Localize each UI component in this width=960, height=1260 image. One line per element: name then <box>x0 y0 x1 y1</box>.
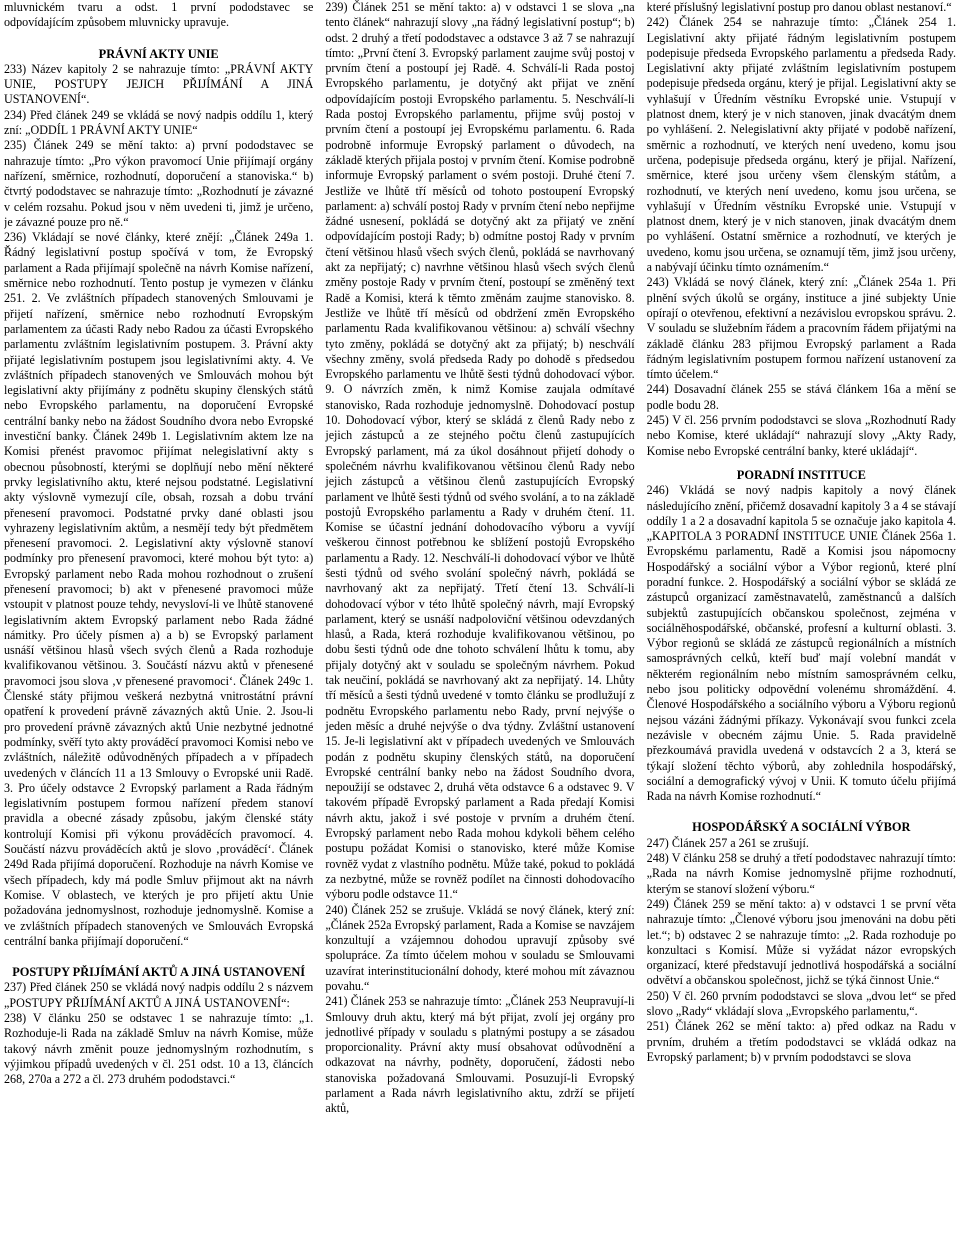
section-heading: PORADNÍ INSTITUCE <box>736 467 866 482</box>
text-column-right <box>647 0 956 1260</box>
paragraph: 245) V čl. 256 prvním pododstavci se slova „Rozhodnutí Rady nebo Komise, které ukládají“ nahrazují slovy „Akty Rady, Komise nebo Evropské centrální banky, které ukládají“. <box>646 413 956 458</box>
block-spacer <box>647 459 956 468</box>
paragraph: 248) V článku 258 se druhý a třetí pododstavec nahrazují tímto: „Rada na návrh Komise jednomyslně přijme rozhodnutí, kterým se stanoví složení výboru.“ <box>646 851 956 896</box>
paragraph: mluvnickém tvaru a odst. 1 první pododstavec se odpovídajícím způsobem mluvnicky upravuje. <box>4 0 314 30</box>
paragraph: 241) Článek 253 se nahrazuje tímto: „Článek 253 Neupravují-li Smlouvy druh aktu, který má být přijat, zvolí jej orgány pro jednotlivé případy v souladu s platnými postupy a se zásadou proporcionality. Právní akty musí obsahovat odůvodnění a odkazovat na návrhy, podněty, doporučení, žádosti nebo stanoviska požadovaná Smlouvami. Posuzují-li Evropský parlament a Rada návrh legislativního aktu, zdrží se přijetí aktů, <box>325 994 635 1116</box>
paragraph: 237) Před článek 250 se vkládá nový nadpis oddílu 2 s názvem „POSTUPY PŘIJÍMÁNÍ AKTŮ A JINÁ USTANOVENÍ“: <box>4 980 314 1010</box>
paragraph: 250) V čl. 260 prvním pododstavci se slova „dvou let“ se před slovo „Rady“ vkládají slova „Evropského parlamentu,“. <box>646 988 956 1018</box>
paragraph: 251) Článek 262 se mění takto: a) před odkaz na Radu v prvním, druhém a třetím pododstavci se vkládá odkaz na Evropský parlament; b) v prvním pododstavci se slova <box>646 1019 956 1064</box>
paragraph: 240) Článek 252 se zrušuje. Vkládá se nový článek, který zní: „Článek 252a Evropský parlament, Rada a Komise se navzájem konzultují a vzájemnou dohodou upravují způsoby své spolupráce. Za tímto účelem mohou v souladu se Smlouvami uzavírat interinstitucionální dohody, které mohou mít závaznou povahu.“ <box>325 902 635 993</box>
paragraph: 236) Vkládají se nové články, které znějí: „Článek 249a 1. Řádný legislativní postup spočívá v tom, že Evropský parlament a Rada přijímají společně na návrh Komise nařízení, směrnice nebo rozhodnutí. Tento postup je vymezen v článku 251. 2. Ve zvláštních případech stanovených Smlouvami je přijetí nařízení, směrnice nebo rozhodnutí Evropským parlamentem za účasti Rady nebo Radou za účasti Evropského parlamentu zvláštním legislativním postupem. 3. Právní akty přijaté legislativním postupem jsou legislativními akty. 4. Ve zvláštních případech stanovených ve Smlouvách mohou být legislativní akty přijímány z podnětu skupiny členských států nebo Evropského parlamentu, na doporučení Evropské centrální banky nebo na žádost Soudního dvora nebo Evropské investiční banky. Článek 249b 1. Legislativním aktem lze na Komisi přenést pravomoc přijímat nelegislativní akty s obecnou působností, kterými se doplňují nebo mění některé prvky legislativního aktu, které nejsou podstatné. Legislativní akty výslovně vymezují cíle, obsah, rozsah a dobu trvání přenesení pravomoci. Podstatné prvky dané oblasti jsou vyhrazeny legislativním aktům, a nesmějí tedy být předmětem přenesení pravomoci. 2. Legislativní akty výslovně stanoví podmínky pro přenesení pravomoci, které mohou být tyto: a) Evropský parlament nebo Rada mohou rozhodnout o zrušení přenesení pravomoci; b) akt v přenesené pravomoci může vstoupit v platnost pouze tehdy, nevysloví-li ve lhůtě stanovené legislativním aktem Evropský parlament nebo Rada žádné námitky. Pro účely písmen a) a b) se Evropský parlament usnáší většinou hlasů všech svých členů a Rada rozhoduje kvalifikovanou většinou. 3. Součástí názvu aktů v přenesené pravomoci jsou slova ‚v přenesené pravomoci‘. Článek 249c 1. Členské státy přijmou veškerá nezbytná vnitrostátní právní opatření k provedení právně závazných aktů Unie. 2. Jsou-li pro provedení právně závazných aktů Unie nezbytné jednotné podmínky, svěří tyto akty prováděcí pravomoci Komisi nebo ve zvláštních, náležitě odůvodněných případech a v případech uvedených v článcích 11 a 13 Smlouvy o Evropské unii Radě. 3. Pro účely odstavce 2 Evropský parlament a Rada řádným legislativním postupem formou nařízení předem stanoví pravidla a obecné zásady způsobu, jakým členské státy kontrolují Komisi při výkonu prováděcích pravomocí. 4. Součástí názvu prováděcích aktů je slovo ‚prováděcí‘. Článek 249d Rada přijímá doporučení. Rozhoduje na návrh Komise ve všech případech, kdy má podle Smluv přijmout akt na návrh Komise. V oblastech, ve kterých je pro přijetí aktu Unie požadována jednomyslnost, rozhoduje jednomyslně. Komise a ve zvláštních případech stanovených ve Smlouvách Evropská centrální banka přijímají doporučení.“ <box>4 230 314 948</box>
paragraph: 243) Vkládá se nový článek, který zní: „Článek 254a 1. Při plnění svých úkolů se orgány, instituce a jiné subjekty Unie opírají o otevřenou, efektivní a nezávislou evropskou správu. 2. V souladu se služebním řádem a pracovním řádem přijatými na základě článku 283 přijmou Evropský parlament a Rada řádným legislativním postupem formou nařízení ustanovení za tímto účelem.“ <box>646 275 956 382</box>
block-spacer <box>4 31 313 47</box>
paragraph: 247) Článek 257 a 261 se zrušují. <box>646 835 809 850</box>
paragraph: 244) Dosavadní článek 255 se stává článkem 16a a mění se podle bodu 28. <box>646 382 956 412</box>
paragraph: 234) Před článek 249 se vkládá se nový nadpis oddílu 1, který zní: „ODDÍL 1 PRÁVNÍ AKTY UNIE“ <box>4 107 314 138</box>
paragraph: 235) Článek 249 se mění takto: a) první pododstavec se nahrazuje tímto: „Pro výkon pravomocí Unie přijímají orgány nařízení, směrnice, rozhodnutí, doporučení a stanoviska.“ b) čtvrtý pododstavec se nahrazuje tímto: „Rozhodnutí je závazné v celém rozsahu. Pokud jsou v něm uvedeni ti, jimž je určeno, je závazné pouze pro ně.“ <box>4 138 314 229</box>
paragraph: 246) Vkládá se nový nadpis kapitoly a nový článek následujícího znění, přičemž dosavadní kapitoly 3 a 4 se stávají oddíly 1 a 2 a dosavadní kapitola 5 se označuje jako kapitola 4. „KAPITOLA 3 PORADNÍ INSTITUCE UNIE Článek 256a 1. Evropskému parlamentu, Radě a Komisi jsou nápomocny Hospodářský a sociální výbor a Výbor regionů, které plní poradní funkce. 2. Hospodářský a sociální výbor se skládá ze zástupců organizací zaměstnavatelů, zaměstnanců a dalších subjektů zastupujících občanskou společnost, zejména v sociálněhospodářské, občanské, profesní a kulturní oblasti. 3. Výbor regionů se skládá ze zástupců regionálních a místních samosprávných celků, kteří buď mají volební mandát v některém regionálním nebo místním samosprávném celku, nebo jsou politicky odpovědní volenému shromáždění. 4. Členové Hospodářského a sociálního výboru a Výboru regionů nejsou vázáni žádnými příkazy. Vykonávají svou funkci zcela nezávisle v obecném zájmu Unie. 5. Rada pravidelně přezkoumává pravidla uvedená v odstavcích 2 a 3, která se týkají složení těchto výborů, aby zohlednila hospodářský, sociální a demografický vývoj v Unii. K tomuto účelu přijímá Rada na návrh Komise rozhodnutí.“ <box>646 483 956 804</box>
section-heading: PRÁVNÍ AKTY UNIE <box>98 46 219 61</box>
block-spacer <box>4 949 313 965</box>
paragraph: 249) Článek 259 se mění takto: a) v odstavci 1 se první věta nahrazuje tímto: „Členové výboru jsou jmenováni na dobu pěti let.“; b) odstavec 2 se nahrazuje tímto: „2. Rada rozhoduje po konzultaci s Komisí. Může si vyžádat názor evropských organizací, které představují jednotlivá hospodářská a sociální odvětví a občanskou společnost, jichž se týká činnost Unie.“ <box>646 896 956 988</box>
paragraph: 239) Článek 251 se mění takto: a) v odstavci 1 se slova „na tento článek“ nahrazují slovy „na řádný legislativní postup“; b) odst. 2 druhý a třetí pododstavec a odstavce 3 až 7 se nahrazují tímto: „První čtení 3. Evropský parlament zaujme svůj postoj v prvním čtení a postoupí jej Radě. 4. Schválí-li Rada postoj Evropského parlamentu, je dotyčný akt přijat ve znění odpovídajícím postoji Evropského parlamentu. 5. Neschválí-li Rada postoj Evropského parlamentu, přijme svůj postoj v prvním čtení a postoupí jej Evropskému parlamentu. 6. Rada podrobně informuje Evropský parlament o důvodech, na základě kterých přijala postoj v prvním čtení. Komise podrobně informuje Evropský parlament o svém postoji. Druhé čtení 7. Jestliže ve lhůtě tří měsíců od tohoto postoupení Evropský parlament: a) schválí postoj Rady v prvním čtení nebo nepřijme žádné usnesení, pokládá se dotyčný akt za přijatý ve znění odpovídajícím postoji Rady; b) odmítne postoj Rady v prvním čtení většinou hlasů všech svých členů, pokládá se navrhovaný akt za nepřijatý; c) navrhne většinou hlasů všech svých členů změny postoje Rady v prvním čtení, postoupí se změněný text Radě a Komisi, která k těmto změnám zaujme stanovisko. 8. Jestliže ve lhůtě tří měsíců od obdržení změn Evropského parlamentu Rada kvalifikovanou většinou: a) schválí všechny tyto změny, pokládá se dotyčný akt za přijatý; b) neschválí všechny změny, svolá předseda Rady po dohodě s předsedou Evropského parlamentu ve lhůtě šesti týdnů dohodovací výbor. 9. O návrzích změn, k nimž Komise zaujala odmítavé stanovisko, Rada rozhoduje jednomyslně. Dohodovací postup 10. Dohodovací výbor, který se skládá z členů Rady nebo z jejich zástupců a ze stejného počtu členů zastupujících Evropský parlament, má za úkol dosáhnout přijetí dohody o společném návrhu kvalifikovanou většinou členů Rady nebo jejich zástupců a většinou členů zastupujících Evropský parlament ve lhůtě šesti týdnů od svého svolání, a to na základě postojů Evropského parlamentu a Rady v druhém čtení. 11. Komise se účastní jednání dohodovacího výboru a vyvíjí veškerou činnost potřebnou ke sblížení postojů Evropského parlamentu a Rady. 12. Neschválí-li dohodovací výbor ve lhůtě šesti týdnů od svého svolání společný návrh, pokládá se navrhovaný akt za nepřijatý. Třetí čtení 13. Schválí-li dohodovací výbor v této lhůtě společný návrh, mají Evropský parlament, který se usnáší nadpoloviční většinou odevzdaných hlasů, a Rada, která rozhoduje kvalifikovanou většinou, po dobu šesti týdnů ode dne tohoto schválení lhůtu k tomu, aby přijaly dotyčný akt v souladu se společným návrhem. Pokud tak neučiní, pokládá se navrhovaný akt za nepřijatý. 14. Lhůty tří měsíců a šesti týdnů uvedené v tomto článku se prodlužují z podnětu Evropského parlamentu nebo Rady, první nejvýše o jeden měsíc a druhé nejvýše o dva týdny. Zvláštní ustanovení 15. Je-li legislativní akt v případech uvedených ve Smlouvách podán z podnětu skupiny členských států, na doporučení Evropské centrální banky nebo na žádost Soudního dvora, nepoužijí se odstavec 2, druhá věta odstavce 6 a odstavec 9. V takovém případě Evropský parlament a Rada předají Komisi návrh aktu, jakož i své postoje v prvním a druhém čtení. Evropský parlament nebo Rada mohou kdykoli během celého postupu požádat Komisi o stanovisko, které může Komise rovněž vydat z vlastního podnětu. Může také, pokud to pokládá za nezbytné, může se rovněž podílet na činnosti dohodovacího výboru podle odstavce 11.“ <box>325 0 635 902</box>
text-column-left <box>4 0 313 1260</box>
paragraph: 233) Název kapitoly 2 se nahrazuje tímto: „PRÁVNÍ AKTY UNIE, POSTUPY JEJICH PŘIJÍMÁNÍ A JINÁ USTANOVENÍ“. <box>4 61 314 107</box>
block-spacer <box>647 804 956 820</box>
section-heading: POSTUPY PŘIJÍMÁNÍ AKTŮ A JINÁ USTANOVENÍ <box>12 965 306 980</box>
section-heading: HOSPODÁŘSKÝ A SOCIÁLNÍ VÝBOR <box>692 820 911 835</box>
text-column-middle <box>325 0 634 1260</box>
paragraph: 242) Článek 254 se nahrazuje tímto: „Článek 254 1. Legislativní akty přijaté řádným legislativním postupem podepisuje předseda Evropského parlamentu a předseda Rady. Legislativní akty přijaté zvláštním legislativním postupem podepisuje předseda orgánu, který je přijal. Legislativní akty se vyhlašují v Úředním věstníku Evropské unie. Vstupují v platnost dnem, který je v nich stanoven, jinak dvacátým dnem po vyhlášení. 2. Nelegislativní akty přijaté v podobě nařízení, směrnic a rozhodnutí, ve kterých není uvedeno, komu jsou určena, podepisuje předseda orgánu, který je přijal. Nařízení, směrnice, které jsou určeny všem členským státům, a rozhodnutí, ve kterých není uvedeno, komu jsou určena, se vyhlašují v Úředním věstníku Evropské unie. Vstupují v platnost dnem, který je v nich stanoven, jinak dvacátým dnem po vyhlášení. Ostatní směrnice a rozhodnutí, ve kterých je uvedeno, komu jsou určena, se oznamují těm, jimž jsou určeny, a nabývají účinku tímto oznámením.“ <box>646 15 956 275</box>
paragraph: 238) V článku 250 se odstavec 1 se nahrazuje tímto: „1. Rozhoduje-li Rada na základě Smluv na návrh Komise, může takový návrh změnit pouze jednomyslným rozhodnutím, s výjimkou případů uvedených v čl. 251 odst. 10 a 13, článcích 268, 270a a 272 a čl. 273 druhém pododstavci.“ <box>4 1011 314 1087</box>
paragraph: které příslušný legislativní postup pro danou oblast nestanoví.“ <box>646 0 952 14</box>
